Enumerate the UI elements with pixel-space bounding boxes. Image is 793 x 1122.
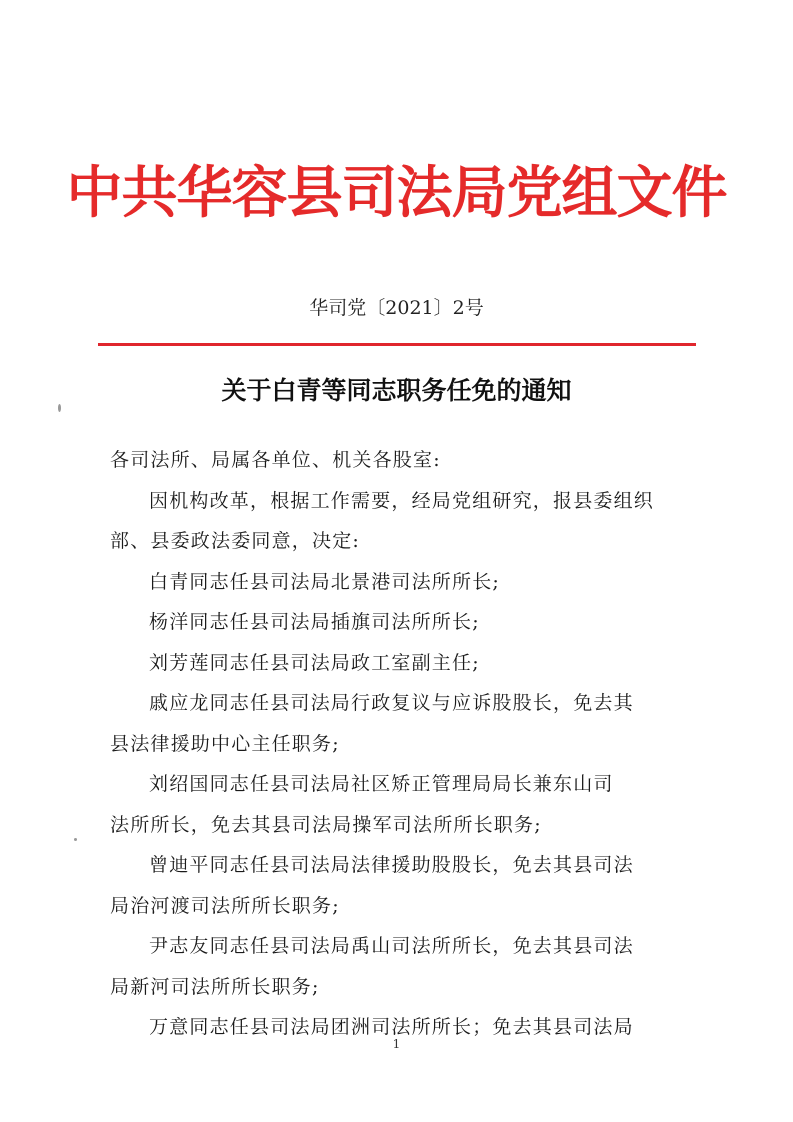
paragraph-line: 戚应龙同志任县司法局行政复议与应诉股股长，免去其 bbox=[149, 692, 634, 714]
salutation: 各司法所、局属各单位、机关各股室: bbox=[110, 449, 441, 471]
paragraph-line: 刘绍国同志任县司法局社区矫正管理局局长兼东山司 bbox=[149, 773, 614, 795]
paragraph-line: 万意同志任县司法局团洲司法所所长；免去其县司法局 bbox=[149, 1016, 634, 1038]
paragraph-line: 因机构改革，根据工作需要，经局党组研究，报县委组织 bbox=[149, 489, 655, 512]
notice-body bbox=[110, 440, 695, 1048]
paragraph-line: 局新河司法所所长职务; bbox=[110, 975, 320, 998]
paragraph-line: 刘芳莲同志任县司法局政工室副主任; bbox=[149, 651, 480, 674]
red-separator-line bbox=[98, 343, 696, 346]
paragraph-line: 局治河渡司法所所长职务; bbox=[110, 894, 340, 917]
page-number: 1 bbox=[392, 1037, 401, 1051]
paragraph-line: 部、县委政法委同意，决定: bbox=[110, 530, 361, 552]
scan-speck bbox=[74, 838, 77, 841]
paragraph-line: 县法律援助中心主任职务; bbox=[110, 732, 340, 755]
paragraph-line: 尹志友同志任县司法局禹山司法所所长，免去其县司法 bbox=[149, 935, 634, 957]
paragraph-line: 杨洋同志任县司法局插旗司法所所长; bbox=[149, 611, 480, 633]
document-number: 华司党〔2021〕2号 bbox=[309, 297, 484, 319]
paragraph-line: 法所所长，免去其县司法局操军司法所所长职务; bbox=[110, 813, 542, 836]
paragraph-line: 曾迪平同志任县司法局法律援助股股长，免去其县司法 bbox=[149, 854, 634, 876]
scan-speck bbox=[58, 404, 61, 412]
paragraph-line: 白青同志任县司法局北景港司法所所长; bbox=[149, 570, 501, 593]
notice-title: 关于白青等同志职务任免的通知 bbox=[221, 376, 572, 405]
masthead-title: 中共华容县司法局党组文件 bbox=[66, 160, 727, 226]
